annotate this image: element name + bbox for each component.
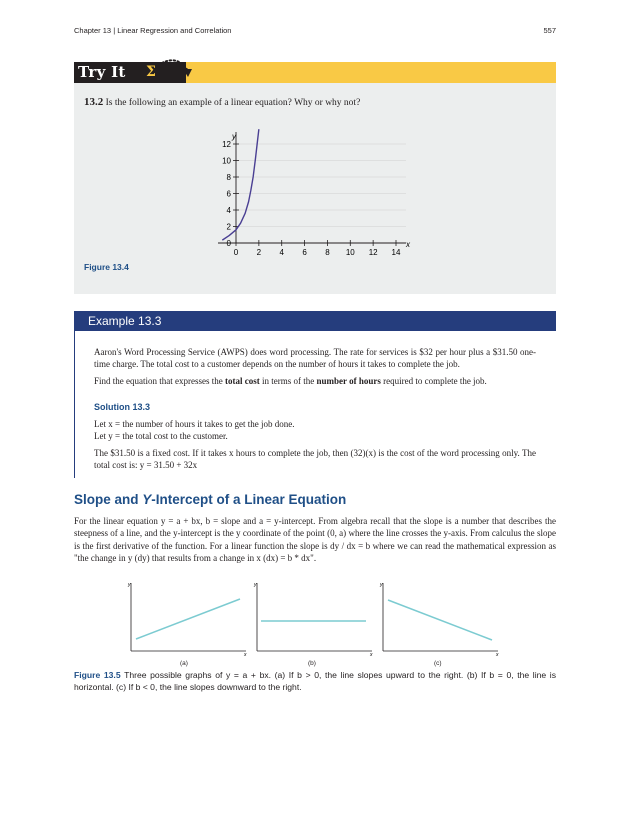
x-tick-label: 14 xyxy=(391,248,401,257)
panel-a-line xyxy=(136,599,240,639)
x-axis-label: x xyxy=(406,240,410,249)
question-number: 13.2 xyxy=(84,96,104,108)
figure-13-4-caption: Figure 13.4 xyxy=(84,262,129,272)
task-text-bold-total-cost: total cost xyxy=(224,376,260,386)
question-text: Is the following an example of a linear equation? Why or why not? xyxy=(105,98,361,108)
section-body-text: For the linear equation y = a + bx, b = slope and a = y-intercept. From algebra recall that the slope is a number that describes the steepness of a line, and the y-intercept is the y coordinate of the point (0, a) where the line crosses the y-axis. From calculus the slope is the first derivative of the function. For a linear function the slope is dy / dx = b where we can read the mathematical expression as "the change in y (dy) that results from a change in x (dx) = b * dx". xyxy=(74,516,556,563)
page-number: 557 xyxy=(543,26,556,35)
panel-b-x-label: x xyxy=(370,652,373,658)
section-heading xyxy=(74,492,346,507)
solution-title: Solution 13.3 xyxy=(94,402,151,412)
x-tick-label: 4 xyxy=(279,248,284,257)
y-tick-label: 8 xyxy=(226,172,231,182)
panel-a xyxy=(127,582,247,658)
question xyxy=(84,96,360,108)
solution-let-y: Let y = the total cost to the customer. xyxy=(94,431,228,441)
example-title: Example 13.3 xyxy=(88,314,162,328)
figure-13-5-text: Three possible graphs of y = a + bx. (a) If b > 0, the line slopes upward to the right. (b) If b = 0, the line is horizontal. (c) If b < 0, the line slopes downward to the right. xyxy=(74,670,556,692)
heading-part: -Intercept of a Linear Equation xyxy=(151,492,347,507)
y-tick-label: 4 xyxy=(226,205,231,215)
figure-13-5-caption xyxy=(74,670,556,693)
running-header xyxy=(74,26,556,35)
y-tick-label: 2 xyxy=(226,222,231,232)
heading-italic-y: Y xyxy=(142,492,152,507)
task-text-part: required to complete the job. xyxy=(380,376,487,386)
panel-c-x-label: x xyxy=(496,652,499,658)
panel-c xyxy=(379,582,499,658)
solution-let-x: Let x = the number of hours it takes to get the job done. xyxy=(94,419,295,429)
x-tick-label: 2 xyxy=(256,248,262,257)
x-tick-label: 12 xyxy=(368,248,378,257)
x-tick-label: 10 xyxy=(345,248,355,257)
figure-13-5-label: Figure 13.5 xyxy=(74,670,121,680)
sigma-icon: Σ xyxy=(146,64,156,80)
figure-13-5-graphs xyxy=(122,578,506,666)
panel-b-label: (b) xyxy=(308,660,316,667)
example-left-rule xyxy=(74,331,75,478)
y-tick-label: 12 xyxy=(222,139,231,149)
panel-c-y-label: y xyxy=(380,582,383,588)
x-tick-label: 8 xyxy=(325,248,330,257)
try-it-label: Try It xyxy=(78,63,126,81)
x-tick-label: 6 xyxy=(302,248,307,257)
example-problem-text: Aaron's Word Processing Service (AWPS) does word processing. The rate for services is $32 per hour plus a $31.50 one-time charge. The total cost to a customer depends on the number of hours it takes to complete the job. xyxy=(94,347,536,370)
panel-c-label: (c) xyxy=(434,660,442,667)
panel-c-line xyxy=(388,600,492,640)
y-tick-label: 6 xyxy=(226,189,231,199)
task-text-bold-hours: number of hours xyxy=(316,376,381,386)
y-tick-label: 10 xyxy=(222,156,231,166)
y-tick-label: 0 xyxy=(226,238,231,248)
task-text-part: Find the equation that expresses the xyxy=(94,376,225,386)
panel-b xyxy=(253,582,373,658)
chapter-title: Chapter 13 | Linear Regression and Correlation xyxy=(74,26,232,35)
panel-a-y-label: y xyxy=(128,582,131,588)
x-tick-label: 0 xyxy=(233,248,239,257)
panel-b-y-label: y xyxy=(254,582,257,588)
panel-a-x-label: x xyxy=(244,652,247,658)
y-axis-label: y xyxy=(232,132,236,141)
dotted-arrow-icon xyxy=(158,56,198,82)
example-task-text xyxy=(94,375,536,387)
heading-part: Slope and xyxy=(74,492,143,507)
panel-a-label: (a) xyxy=(180,660,188,667)
figure-13-4-chart xyxy=(212,126,422,260)
solution-explanation: The $31.50 is a fixed cost. If it takes x hours to complete the job, then (32)(x) is the cost of the word processing only. The total cost is: y = 31.50 + 32x xyxy=(94,448,536,471)
task-text-part: in terms of the xyxy=(259,376,317,386)
